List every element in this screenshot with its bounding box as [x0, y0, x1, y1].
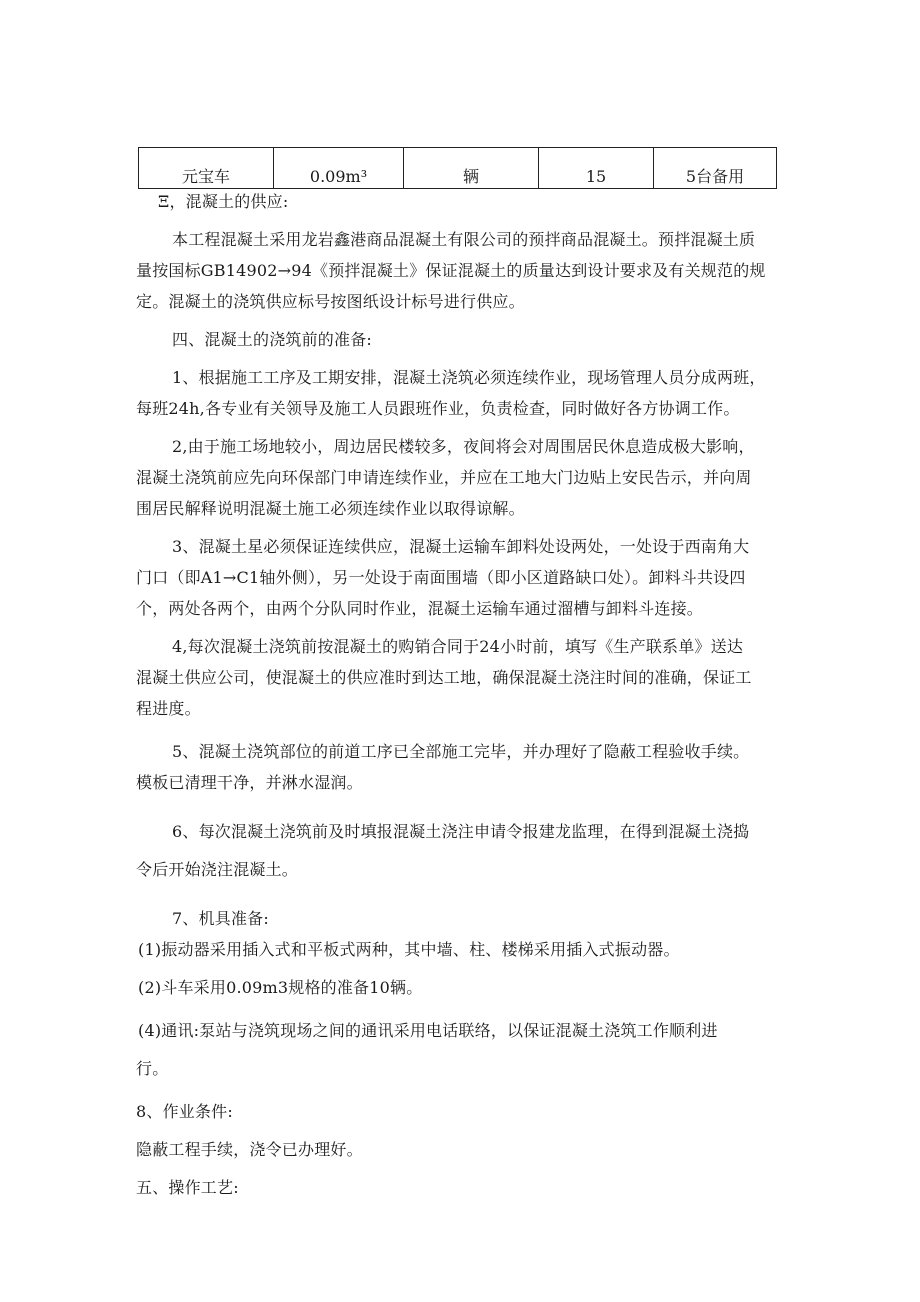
text-line: 定。混凝土的浇筑供应标号按图纸设计标号进行供应。 — [136, 292, 525, 311]
text-line: 8、作业条件: — [136, 1102, 233, 1121]
text-line: 3、混凝土星必须保证连续供应，混凝土运输车卸料处设两处，一处设于西南角大 — [172, 537, 750, 556]
text-line: 本工程混凝土采用龙岩鑫港商品混凝土有限公司的预拌商品混凝土。预拌混凝土质 — [172, 230, 756, 249]
text-line: 4,每次混凝土浇筑前按混凝土的购销合同于24小时前，填写《生产联系单》送达 — [172, 637, 744, 656]
text-line: (1)振动器采用插入式和平板式两种，其中墙、柱、楼梯采用插入式振动器。 — [138, 940, 680, 959]
text-line: 6、每次混凝土浇筑前及时填报混凝土浇注申请令报建龙监理，在得到混凝土浇捣 — [172, 822, 750, 841]
text-line: 令后开始浇注混凝土。 — [136, 860, 299, 879]
text-line: 程进度。 — [136, 699, 201, 718]
text-line: 5、混凝土浇筑部位的前道工序已全部施工完毕，并办理好了隐蔽工程验收手续。 — [172, 742, 750, 761]
text-line: 量按国标GB14902→94《预拌混凝土》保证混凝土的质量达到设计要求及有关规范的规 — [136, 261, 766, 280]
text-line: 每班24h,各专业有关领导及施工人员跟班作业，负责检查，同时做好各方协调工作。 — [136, 399, 740, 418]
text-line: 混凝土浇筑前应先向环保部门申请连续作业，并应在工地大门边贴上安民告示，并向周 — [136, 468, 752, 487]
text-line: 7、机具准备: — [172, 909, 269, 928]
text-line: (2)斗车采用0.09m3规格的准备10辆。 — [138, 978, 423, 997]
text-line: 四、混凝土的浇筑前的准备: — [172, 330, 372, 349]
document-body — [136, 186, 786, 1203]
table-cell-quantity: 15 — [539, 148, 654, 189]
text-line: 行。 — [136, 1059, 169, 1078]
table-cell-unit: 辆 — [404, 148, 539, 189]
table-cell-spec: 0.09m³ — [274, 148, 404, 189]
text-line: 门口（即A1→C1轴外侧），另一处设于南面围墙（即小区道路缺口处）。卸料斗共设四 — [136, 568, 746, 587]
text-line: 模板已清理干净，并淋水湿润。 — [136, 773, 363, 792]
text-line: 围居民解释说明混凝土施工必须连续作业以取得谅解。 — [136, 499, 525, 518]
table-row — [139, 148, 777, 189]
text-line: 1、根据施工工序及工期安排，混凝土浇筑必须连续作业，现场管理人员分成两班， — [172, 368, 766, 387]
table-cell-name: 元宝车 — [139, 148, 274, 189]
text-line: 隐蔽工程手续，浇令已办理好。 — [136, 1140, 363, 1159]
text-line: 混凝土供应公司，使混凝土的供应准时到达工地，确保混凝土浇注时间的准确，保证工 — [136, 668, 752, 687]
text-line: 五、操作工艺: — [136, 1178, 239, 1197]
equipment-table — [138, 147, 777, 189]
text-line: 个，两处各两个，由两个分队同时作业，混凝土运输车通过溜槽与卸料斗连接。 — [136, 599, 704, 618]
table-cell-remark: 5台备用 — [654, 148, 777, 189]
text-line: Ξ，混凝土的供应: — [158, 192, 289, 211]
text-line: (4)通讯:泵站与浇筑现场之间的通讯采用电话联络，以保证混凝土浇筑工作顺利进 — [138, 1021, 718, 1040]
text-line: 2,由于施工场地较小，周边居民楼较多，夜间将会对周围居民休息造成极大影响， — [172, 437, 755, 456]
